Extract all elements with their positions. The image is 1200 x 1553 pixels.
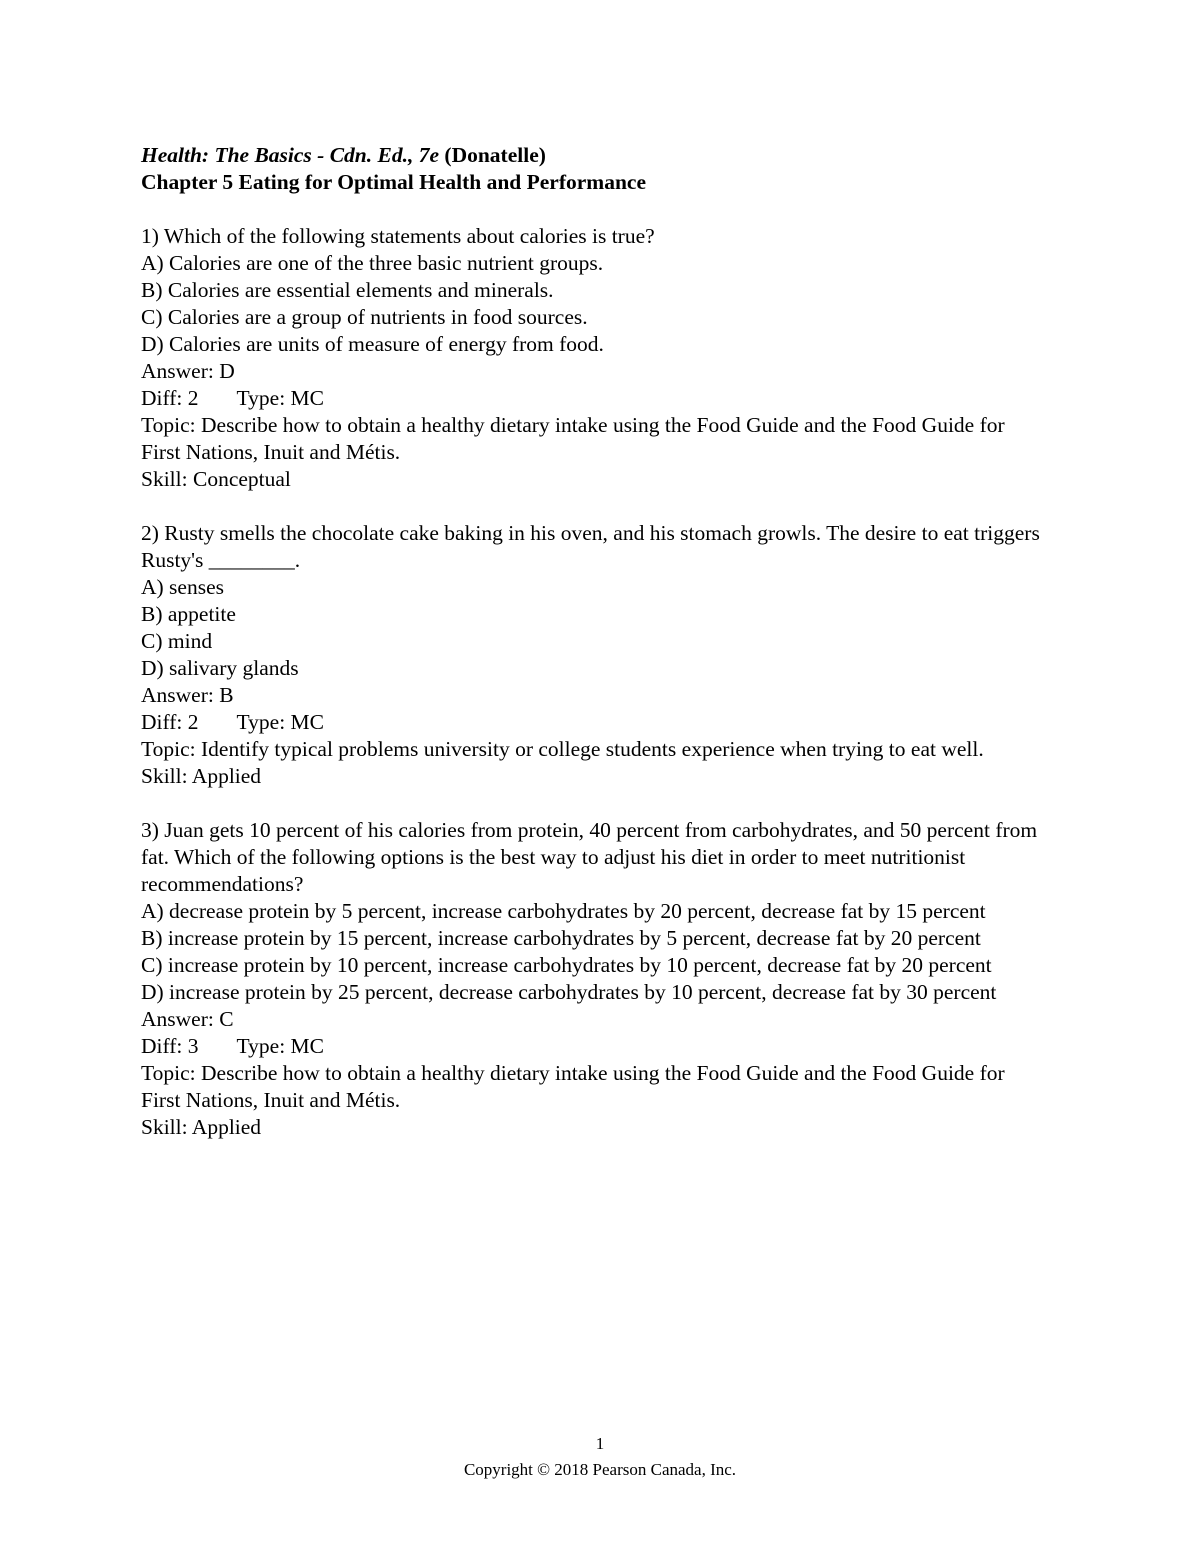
question-3: [141, 817, 1041, 1141]
difficulty: Diff: 3: [141, 1034, 199, 1058]
option-d: D) Calories are units of measure of energy from food.: [141, 332, 604, 356]
topic: Topic: Describe how to obtain a healthy dietary intake using the Food Guide and the Food Guide for First Nations, Inuit and Métis.: [141, 413, 1005, 464]
question-type: Type: MC: [236, 386, 325, 410]
option-b: B) appetite: [141, 602, 236, 626]
option-b: B) increase protein by 15 percent, increase carbohydrates by 5 percent, decrease fat by 20 percent: [141, 926, 981, 950]
diff-type: [141, 709, 1041, 736]
option-d: D) increase protein by 25 percent, decrease carbohydrates by 10 percent, decrease fat by 30 percent: [141, 980, 997, 1004]
option-c: C) mind: [141, 629, 213, 653]
option-c: C) increase protein by 10 percent, increase carbohydrates by 10 percent, decrease fat by 20 percent: [141, 953, 992, 977]
topic: Topic: Describe how to obtain a healthy dietary intake using the Food Guide and the Food Guide for First Nations, Inuit and Métis.: [141, 1061, 1005, 1112]
question-type: Type: MC: [236, 1034, 325, 1058]
skill: Skill: Applied: [141, 1115, 262, 1139]
option-a: A) senses: [141, 575, 224, 599]
diff-type: [141, 1033, 1041, 1060]
diff-type: [141, 385, 1041, 412]
book-author: (Donatelle): [439, 143, 546, 167]
skill: Skill: Conceptual: [141, 467, 291, 491]
book-title: [141, 142, 1041, 169]
option-c: C) Calories are a group of nutrients in food sources.: [141, 305, 588, 329]
option-a: A) decrease protein by 5 percent, increase carbohydrates by 20 percent, decrease fat by 15 percent: [141, 899, 986, 923]
book-title-italic: Health: The Basics - Cdn. Ed., 7e: [141, 143, 440, 167]
question-stem: 3) Juan gets 10 percent of his calories from protein, 40 percent from carbohydrates, and 50 percent from fat. Which of the following options is the best way to adjust his diet in order to meet nutritionist recommendations?: [141, 818, 1038, 896]
question-stem: 2) Rusty smells the chocolate cake baking in his oven, and his stomach growls. The desire to eat triggers Rusty's ________.: [141, 521, 1040, 572]
page-content: [141, 142, 1041, 1168]
question-1: [141, 223, 1041, 493]
option-d: D) salivary glands: [141, 656, 299, 680]
option-a: A) Calories are one of the three basic nutrient groups.: [141, 251, 604, 275]
copyright-notice: Copyright © 2018 Pearson Canada, Inc.: [463, 1460, 737, 1479]
question-2: [141, 520, 1041, 790]
answer: Answer: B: [141, 683, 234, 707]
difficulty: Diff: 2: [141, 710, 199, 734]
option-b: B) Calories are essential elements and minerals.: [141, 278, 554, 302]
topic: Topic: Identify typical problems university or college students experience when trying to eat well.: [141, 737, 984, 761]
question-type: Type: MC: [236, 710, 325, 734]
question-stem: 1) Which of the following statements about calories is true?: [141, 224, 655, 248]
chapter-heading: Chapter 5 Eating for Optimal Health and Performance: [141, 170, 647, 194]
page-number: 1: [595, 1434, 605, 1453]
answer: Answer: D: [141, 359, 235, 383]
difficulty: Diff: 2: [141, 386, 199, 410]
skill: Skill: Applied: [141, 764, 262, 788]
answer: Answer: C: [141, 1007, 234, 1031]
